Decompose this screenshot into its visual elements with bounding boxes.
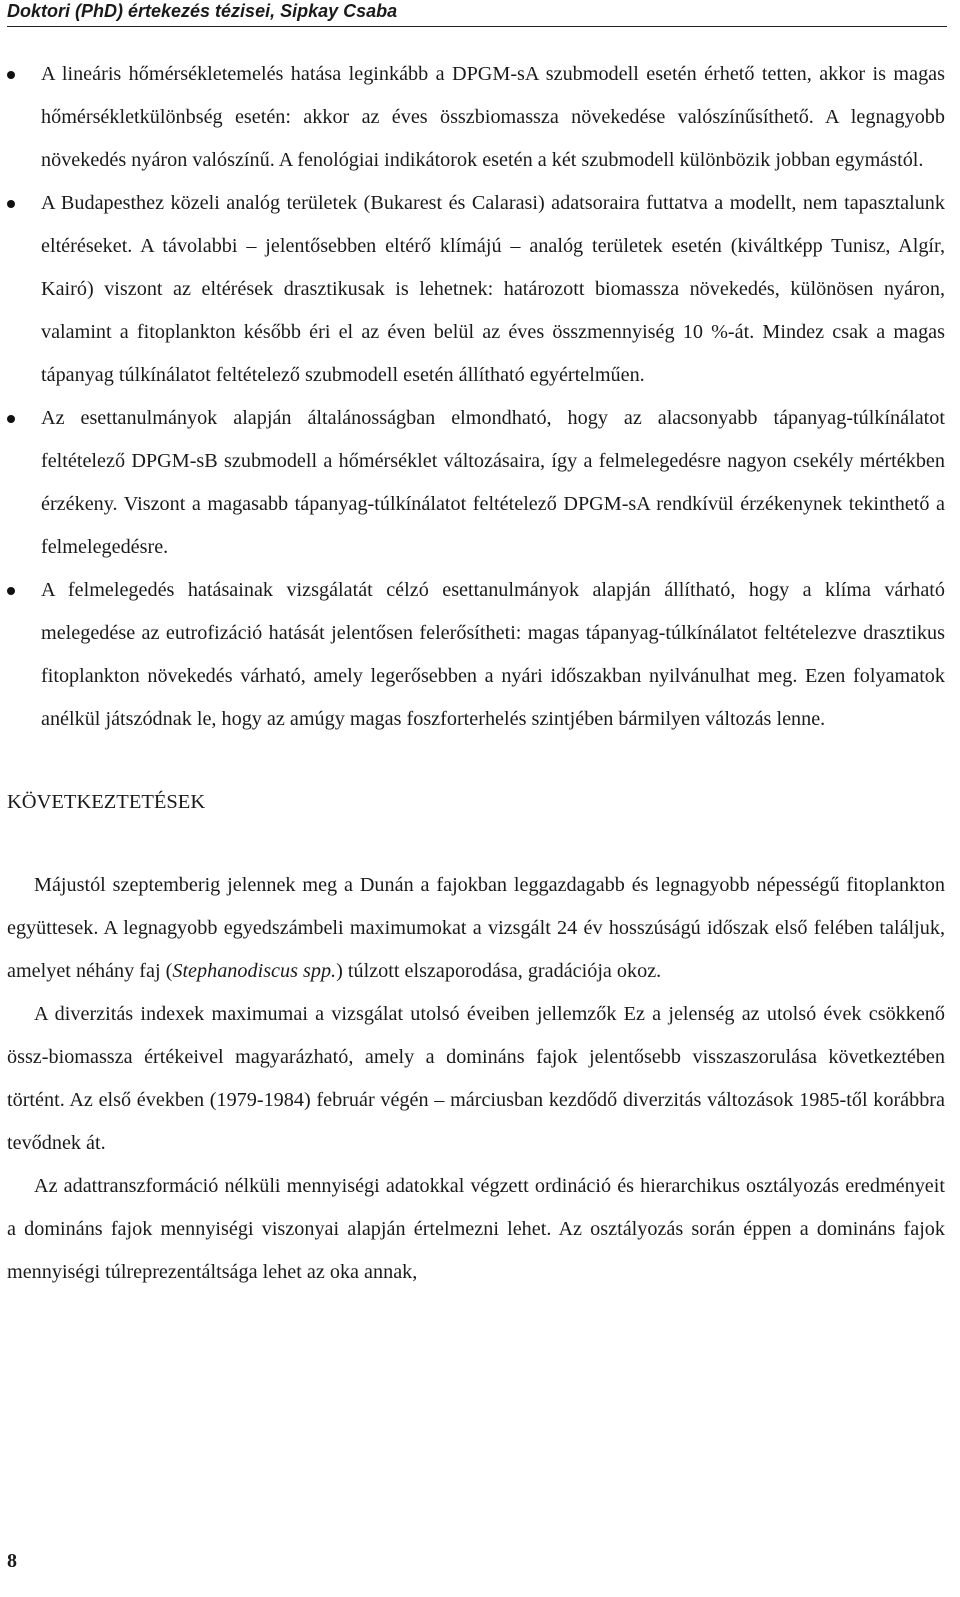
bullet-item	[7, 53, 945, 182]
bullet-item	[7, 569, 945, 741]
bullet-list	[7, 53, 945, 741]
page-number: 8	[7, 1550, 17, 1572]
running-header: Doktori (PhD) értekezés tézisei, Sipkay Csaba	[7, 0, 947, 27]
bullet-item	[7, 397, 945, 569]
bullet-icon	[7, 71, 15, 79]
bullet-text: A Budapesthez közeli analóg területek (Bukarest és Calarasi) adatsoraira futtatva a modellt, nem tapasztalunk eltéréseket. A távolabbi – jelentősebben eltérő klímájú – analóg területek esetén (kiváltképp Tunisz, Algír, Kairó) viszont az eltérések drasztikusak is lehetnek: határozott biomassza növekedés, különösen nyáron, valamint a fitoplankton később éri el az éven belül az éves összmennyiség 10 %-át. Mindez csak a magas tápanyag túlkínálatot feltételező szubmodell esetén állítható egyértelműen.	[41, 192, 945, 386]
bullet-icon	[7, 587, 15, 595]
page-content	[7, 53, 945, 1294]
species-name: Stephanodiscus spp.	[172, 960, 337, 982]
bullet-item	[7, 182, 945, 397]
paragraph-text: Májustól szeptemberig jelennek meg a Dunán a fajokban leggazdagabb és legnagyobb népességű fitoplankton együttesek. A legnagyobb egyedszámbeli maximumokat a vizsgált 24 év hosszúságú időszak első felében találjuk, amelyet néhány faj (	[7, 874, 945, 982]
paragraph: Az adattranszformáció nélküli mennyiségi adatokkal végzett ordináció és hierarchikus osztályozás eredményeit a domináns fajok mennyiségi viszonyai alapján értelmezni lehet. Az osztályozás során éppen a domináns fajok mennyiségi túlreprezentáltsága lehet az oka annak,	[7, 1175, 945, 1283]
bullet-icon	[7, 200, 15, 208]
bullet-icon	[7, 415, 15, 423]
paragraph	[7, 864, 945, 993]
bullet-text: Az esettanulmányok alapján általánosságban elmondható, hogy az alacsonyabb tápanyag-túlkínálatot feltételező DPGM-sB szubmodell a hőmérséklet változásaira, így a felmelegedésre nagyon csekély mértékben érzékeny. Viszont a magasabb tápanyag-túlkínálatot feltételező DPGM-sA rendkívül érzékenynek tekinthető a felmelegedésre.	[41, 407, 945, 558]
bullet-text: A lineáris hőmérsékletemelés hatása leginkább a DPGM-sA szubmodell esetén érhető tetten, akkor is magas hőmérsékletkülönbség esetén: akkor az éves összbiomassza növekedése valószínűsíthető. A legnagyobb növekedés nyáron valószínű. A fenológiai indikátorok esetén a két szubmodell különbözik jobban egymástól.	[41, 63, 945, 171]
bullet-text: A felmelegedés hatásainak vizsgálatát célzó esettanulmányok alapján állítható, hogy a klíma várható melegedése az eutrofizáció hatását jelentősen felerősítheti: magas tápanyag-túlkínálatot feltételezve drasztikus fitoplankton növekedés várható, amely legerősebben a nyári időszakban nyilvánulhat meg. Ezen folyamatok anélkül játszódnak le, hogy az amúgy magas foszforterhelés szintjében bármilyen változás lenne.	[41, 579, 945, 730]
section-heading: KÖVETKEZTETÉSEK	[7, 791, 206, 813]
paragraph: A diverzitás indexek maximumai a vizsgálat utolsó éveiben jellemzők Ez a jelenség az utolsó évek csökkenő össz-biomassza értékeivel magyarázható, amely a domináns fajok jelentősebb visszaszorulása következtében történt. Az első években (1979-1984) február végén – márciusban kezdődő diverzitás változások 1985-től korábbra tevődnek át.	[7, 1003, 945, 1154]
paragraph-text: ) túlzott elszaporodása, gradációja okoz.	[336, 960, 662, 982]
